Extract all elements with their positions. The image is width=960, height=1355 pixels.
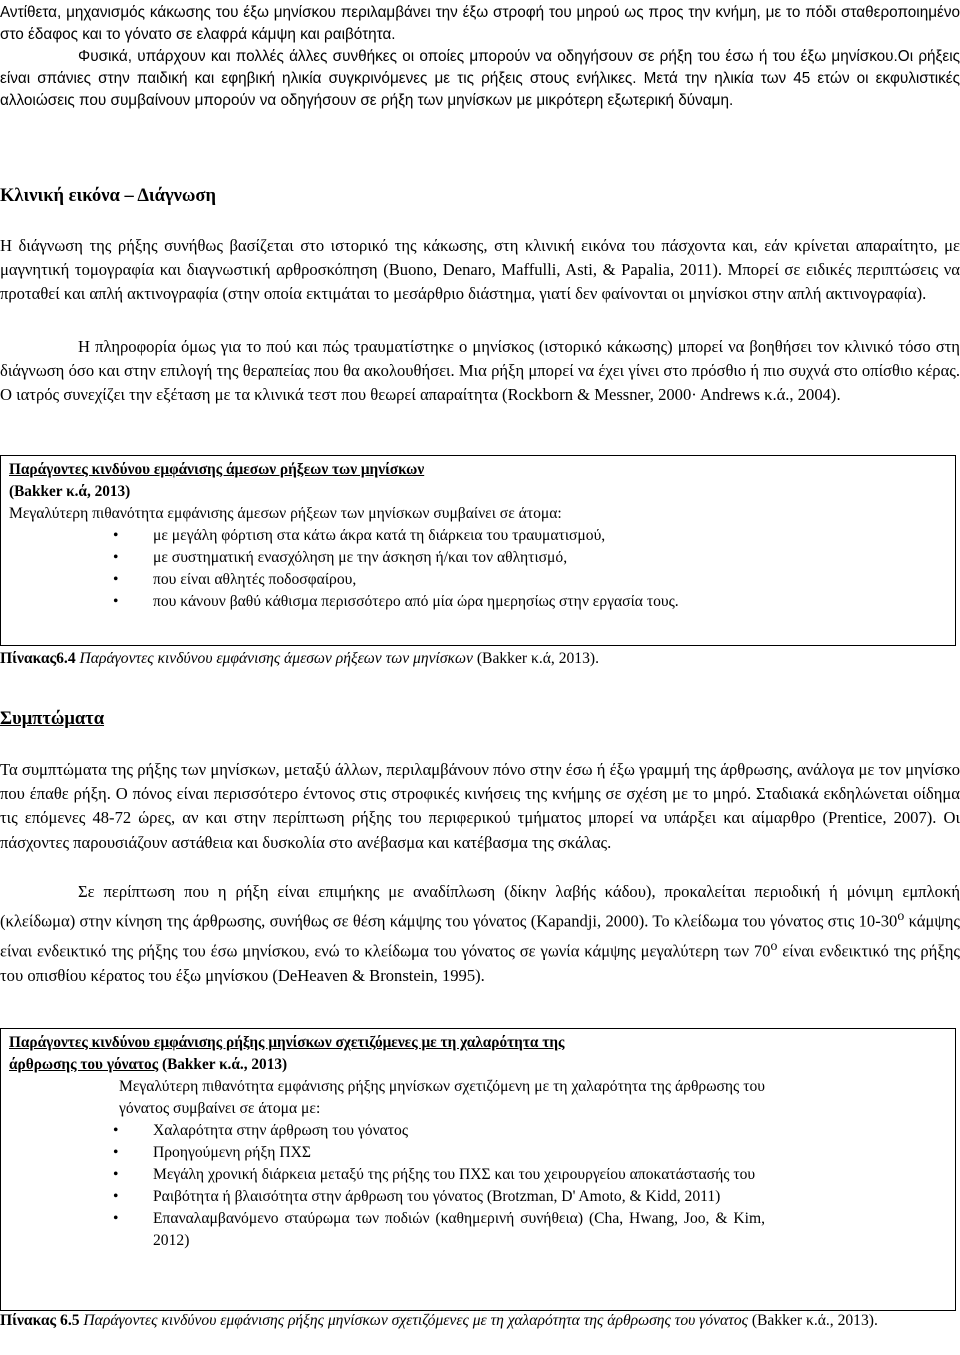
box-title (1, 459, 955, 503)
list-item-text: Προηγούμενη ρήξη ΠΧΣ (153, 1144, 311, 1161)
caption-text: Παράγοντες κινδύνου εμφάνισης άμεσων ρήξεων των μηνίσκων (75, 650, 473, 667)
list-item (1, 547, 955, 569)
diagnosis-paragraph-1: Η διάγνωση της ρήξης συνήθως βασίζεται στο ιστορικό της κάκωσης, στη κλινική εικόνα του πάσχοντα και, εάν κρίνεται απαραίτητο, με μαγνητική τομογραφία και διαγνωστική αρθροσκόπηση (Buono, Denaro, Maffulli, Asti, & Papalia, 2011). Μπορεί σε ειδικές περιπτώσεις να προταθεί και απλή ακτινογραφία (στην οποία εκτιμάται το μεσάρθριο διάστημα, γιατί δεν φαίνονται οι μηνίσκοι στην απλή ακτινογραφία). (0, 236, 960, 304)
list-item-text: Μεγάλη χρονική διάρκεια μεταξύ της ρήξης του ΠΧΣ και του χειρουργείου αποκατάστασής του (153, 1166, 756, 1183)
bullet-icon: • (113, 593, 119, 610)
symptoms-text-a: Σε περίπτωση που η ρήξη είναι επιμήκης με αναδίπλωση (δίκην λαβής κάδου), προκαλείται περιοδική ή μόνιμη εμπλοκή (κλείδωμα) στην κίνηση της άρθρωσης, συνήθως σε θέση κάμψης του γόνατος (Kapandji, 2000). Το κλείδωμα του γόνατος στις 10-30 (0, 882, 960, 931)
risk-factors-box-laxity (0, 1028, 956, 1311)
bullet-icon: • (113, 1166, 119, 1183)
caption-ref: (Bakker κ.ά., 2013). (747, 1312, 878, 1329)
degree-superscript: ο (770, 937, 778, 953)
list-item-text: Επαναλαμβανόμενο σταύρωμα των ποδιών (καθημερινή συνήθεια) (Cha, Hwang, Joo, & Kim, 2012) (153, 1210, 765, 1249)
caption-label: Πίνακας6.4 (0, 650, 76, 667)
bullet-icon: • (113, 1188, 119, 1205)
list-item (1, 1208, 955, 1252)
box-intro: Μεγαλύτερη πιθανότητα εμφάνισης ρήξης μηνίσκων σχετιζόμενη με τη χαλαρότητα της άρθρωσης του γόνατος συμβαίνει σε άτομα με: (119, 1078, 765, 1117)
symptoms-text-c: είναι ενδεικτικό της ρήξης του οπισθίου κέρατος του έξω μηνίσκου (DeHeaven & Bronstein, 1995). (0, 941, 960, 985)
risk-factors-box-acute (0, 455, 956, 646)
degree-superscript: ο (897, 908, 905, 924)
bullet-icon: • (113, 549, 119, 566)
list-item (1, 1164, 955, 1186)
bullet-icon: • (113, 1210, 119, 1227)
risk-factor-list (1, 525, 955, 613)
symptoms-paragraph-2 (0, 880, 960, 988)
list-item (1, 591, 955, 613)
box-title-line-2: (Bakker κ.ά, 2013) (9, 483, 131, 500)
list-item (1, 1120, 955, 1142)
bullet-icon: • (113, 1144, 119, 1161)
box-title (1, 1032, 955, 1076)
list-item-text: που κάνουν βαθύ κάθισμα περισσότερο από μία ώρα ημερησίως στην εργασία τους. (153, 593, 679, 610)
list-item-text: με μεγάλη φόρτιση στα κάτω άκρα κατά τη διάρκεια του τραυματισμού, (153, 527, 606, 544)
box-title-line-2: άρθρωσης του γόνατος (9, 1056, 159, 1073)
table-caption-6-4 (0, 648, 960, 670)
section-heading-symptoms: Συμπτώματα (0, 709, 105, 729)
intro-paragraph-1: Αντίθετα, μηχανισμός κάκωσης του έξω μηνίσκου περιλαμβάνει την έξω στροφή του μηρού ως προς την κνήμη, με το πόδι σταθεροποιημένο στο έδαφος και το γόνατο σε ελαφρά κάμψη και ραιβότητα. (0, 4, 960, 43)
list-item (1, 1142, 955, 1164)
section-heading-diagnosis: Κλινική εικόνα – Διάγνωση (0, 186, 216, 206)
list-item (1, 1186, 955, 1208)
bullet-icon: • (113, 571, 119, 588)
box-title-ref: (Bakker κ.ά., 2013) (158, 1056, 288, 1073)
list-item-text: που είναι αθλητές ποδοσφαίρου, (153, 571, 357, 588)
box-title-line-1: Παράγοντες κινδύνου εμφάνισης άμεσων ρήξεων των μηνίσκων (9, 461, 425, 478)
caption-text: Παράγοντες κινδύνου εμφάνισης ρήξης μηνίσκων σχετιζόμενες με τη χαλαρότητα της άρθρωσης του γόνατος (79, 1312, 748, 1329)
list-item-text: Χαλαρότητα στην άρθρωση του γόνατος (153, 1122, 409, 1139)
bullet-icon: • (113, 1122, 119, 1139)
symptoms-paragraph-1: Τα συμπτώματα της ρήξης των μηνίσκων, μεταξύ άλλων, περιλαμβάνουν πόνο στην έσω ή έξω γραμμή της άρθρωσης, ανάλογα με τον μηνίσκο που έπαθε ρήξη. Ο πόνος είναι περισσότερο έντονος στις στροφικές κινήσεις της κνήμης σε σχέση με το μηρό. Σταδιακά εκδηλώνεται οίδημα τις επόμενες 48-72 ώρες, αν και στην περίπτωση ρήξης του περιφερικού τμήματος μπορεί να υπάρξει και αίμαρθρο (Prentice, 2007). Οι πάσχοντες παρουσιάζουν αστάθεια και δυσκολία στο ανέβασμα και κατέβασμα της σκάλας. (0, 760, 960, 852)
list-item (1, 525, 955, 547)
caption-ref: (Bakker κ.ά, 2013). (472, 650, 599, 667)
box-intro: Μεγαλύτερη πιθανότητα εμφάνισης άμεσων ρήξεων των μηνίσκων συμβαίνει σε άτομα: (9, 505, 562, 522)
table-caption-6-5 (0, 1310, 960, 1332)
diagnosis-paragraph-2: Η πληροφορία όμως για το πού και πώς τραυματίστηκε ο μηνίσκος (ιστορικό κάκωσης) μπορεί να βοηθήσει τον κλινικό τόσο στη διάγνωση όσο και στην επιλογή της θεραπείας που θα ακολουθήσει. Μια ρήξη μπορεί να έχει γίνει στο πρόσθιο ή πιο συχνά στο οπίσθιο κέρας. Ο ιατρός συνεχίζει την εξέταση με τα κλινικά τεστ που θεωρεί απαραίτητα (Rockborn & Messner, 2000· Andrews κ.ά., 2004). (0, 337, 960, 405)
caption-label: Πίνακας 6.5 (0, 1312, 80, 1329)
intro-paragraph-2: Φυσικά, υπάρχουν και πολλές άλλες συνθήκες οι οποίες μπορούν να οδηγήσουν σε ρήξη του έσω ή του έξω μηνίσκου.Οι ρήξεις είναι σπάνιες στην παιδική και εφηβική ηλικία συγκρινόμενες με τις ρήξεις στους ενήλικες. Μετά την ηλικία των 45 ετών οι εκφυλιστικές αλλοιώσεις που συμβαίνουν μπορούν να οδηγήσουν σε ρήξη των μηνίσκων με μικρότερη εξωτερική δύναμη. (0, 48, 960, 109)
list-item-text: Ραιβότητα ή βλαισότητα στην άρθρωση του γόνατος (Brotzman, D' Amoto, & Kidd, 2011) (153, 1188, 721, 1205)
symptoms-text-b: κάμψης είναι ενδεικτικό της ρήξης του έσω μηνίσκου, ενώ το κλείδωμα του γόνατος σε γωνία κάμψης μεγαλύτερη των 70 (0, 911, 960, 961)
risk-factor-list (1, 1120, 955, 1252)
bullet-icon: • (113, 527, 119, 544)
list-item (1, 569, 955, 591)
list-item-text: με συστηματική ενασχόληση με την άσκηση ή/και τον αθλητισμό, (153, 549, 568, 566)
box-title-line-1: Παράγοντες κινδύνου εμφάνισης ρήξης μηνίσκων σχετιζόμενες με τη χαλαρότητα της (9, 1034, 565, 1051)
